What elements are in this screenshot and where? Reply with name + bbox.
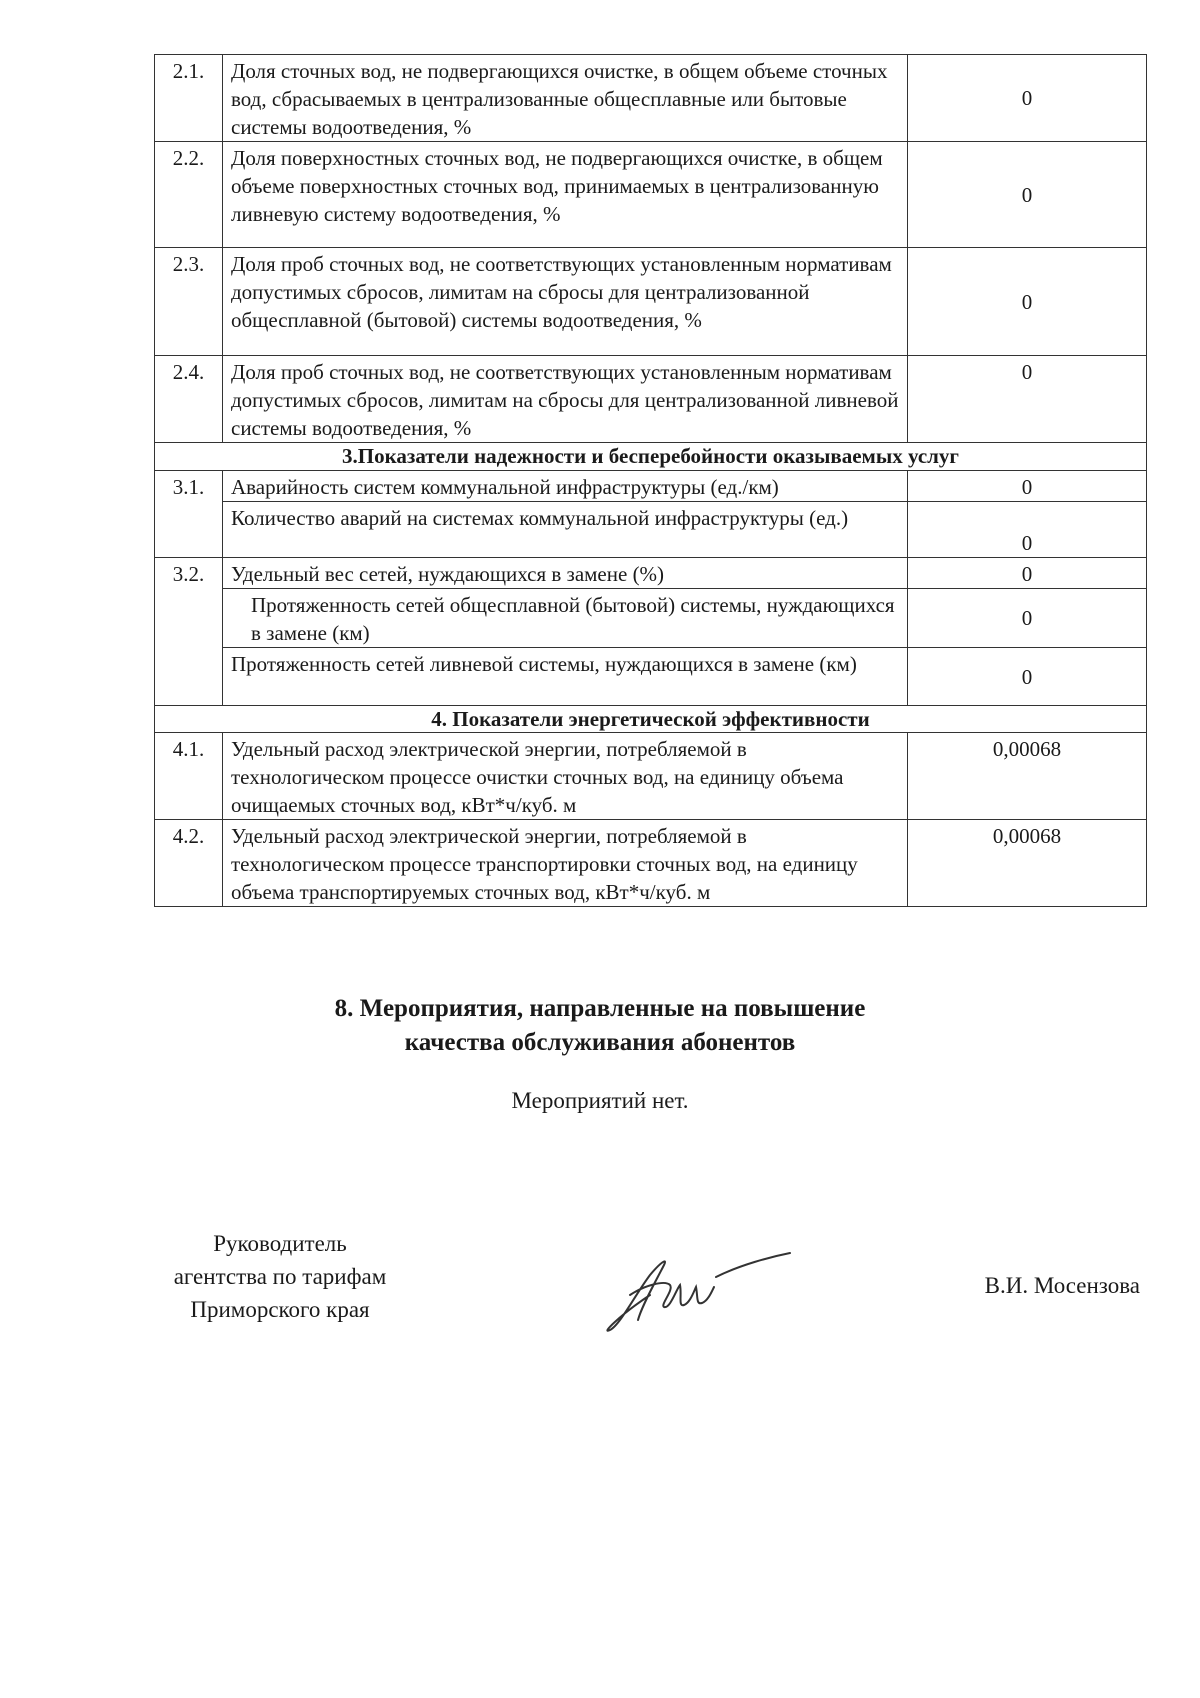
row-number	[155, 648, 223, 706]
row-description: Протяженность сетей ливневой системы, нуждающихся в замене (км)	[223, 648, 908, 706]
row-number: 4.2.	[155, 820, 223, 907]
row-value: 0	[908, 558, 1147, 589]
table-row	[155, 733, 1147, 820]
role-line2: агентства по тарифам	[173, 1264, 387, 1289]
section-8-title-line1: 8. Мероприятия, направленные на повышение	[334, 995, 866, 1022]
row-value: 0	[908, 248, 1147, 356]
table-row	[155, 248, 1147, 356]
section-8-title	[0, 992, 1200, 1060]
row-description: Доля поверхностных сточных вод, не подвергающихся очистке, в общем объеме поверхностных сточных вод, принимаемых в централизованную ливневую систему водоотведения, %	[223, 142, 908, 248]
table-row	[155, 142, 1147, 248]
signatory-role	[130, 1227, 430, 1326]
row-description: Удельный расход электрической энергии, потребляемой в технологическом процессе очистки сточных вод, на единицу объема очищаемых сточных вод, кВт*ч/куб. м	[223, 733, 908, 820]
row-number: 2.2.	[155, 142, 223, 248]
row-description: Протяженность сетей общесплавной (бытовой) системы, нуждающихся в замене (км)	[223, 589, 908, 648]
section-row	[155, 443, 1147, 471]
table-row	[155, 55, 1147, 142]
row-value: 0	[908, 142, 1147, 248]
row-value: 0,00068	[908, 820, 1147, 907]
row-value: 0	[908, 55, 1147, 142]
indicators-table	[154, 54, 1147, 907]
row-value: 0	[908, 471, 1147, 502]
row-description: Доля сточных вод, не подвергающихся очистке, в общем объеме сточных вод, сбрасываемых в централизованные общесплавные или бытовые системы водоотведения, %	[223, 55, 908, 142]
section-heading: 3.Показатели надежности и бесперебойности оказываемых услуг	[155, 443, 1147, 471]
table-row	[155, 471, 1147, 502]
table-row	[155, 820, 1147, 907]
role-line3: Приморского края	[190, 1297, 370, 1322]
row-description: Доля проб сточных вод, не соответствующих установленным нормативам допустимых сбросов, лимитам на сбросы для централизованной общесплавной (бытовой) системы водоотведения, %	[223, 248, 908, 356]
table-row	[155, 589, 1147, 648]
row-description: Аварийность систем коммунальной инфраструктуры (ед./км)	[223, 471, 908, 502]
table-row	[155, 502, 1147, 558]
section-8-title-line2: качества обслуживания абонентов	[404, 1029, 796, 1056]
row-value: 0	[908, 648, 1147, 706]
row-value: 0	[908, 589, 1147, 648]
table-row	[155, 558, 1147, 589]
row-number: 2.1.	[155, 55, 223, 142]
table-row	[155, 356, 1147, 443]
row-description: Удельный вес сетей, нуждающихся в замене (%)	[223, 558, 908, 589]
row-number: 2.4.	[155, 356, 223, 443]
row-number	[155, 502, 223, 558]
handwritten-signature	[590, 1235, 810, 1335]
row-number	[155, 589, 223, 648]
row-number: 3.2.	[155, 558, 223, 589]
section-heading: 4. Показатели энергетической эффективности	[155, 706, 1147, 733]
signatory-name: В.И. Мосензова	[984, 1273, 1140, 1298]
row-number: 3.1.	[155, 471, 223, 502]
row-value: 0	[908, 356, 1147, 443]
role-line1: Руководитель	[213, 1231, 347, 1256]
row-description: Количество аварий на системах коммунальной инфраструктуры (ед.)	[223, 502, 908, 558]
section-row	[155, 706, 1147, 733]
row-number: 4.1.	[155, 733, 223, 820]
no-measures-note: Мероприятий нет.	[511, 1088, 689, 1113]
row-value: 0	[908, 502, 1147, 558]
row-number: 2.3.	[155, 248, 223, 356]
row-value: 0,00068	[908, 733, 1147, 820]
row-description: Удельный расход электрической энергии, потребляемой в технологическом процессе транспортировки сточных вод, на единицу объема транспортируемых сточных вод, кВт*ч/куб. м	[223, 820, 908, 907]
table-row	[155, 648, 1147, 706]
row-description: Доля проб сточных вод, не соответствующих установленным нормативам допустимых сбросов, лимитам на сбросы для централизованной ливневой системы водоотведения, %	[223, 356, 908, 443]
